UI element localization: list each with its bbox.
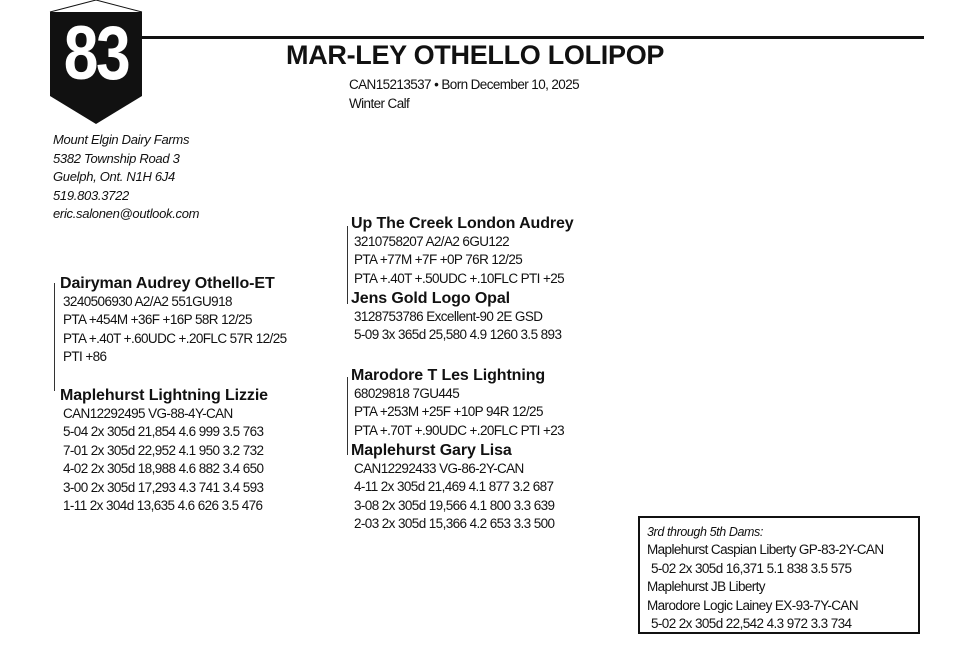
animal-id-birth: CAN15213537 • Born December 10, 2025: [349, 77, 580, 92]
dam-record: 7-01 2x 305d 22,952 4.1 950 3.2 732: [63, 442, 264, 458]
consignor-email: eric.salonen@outlook.com: [53, 206, 200, 221]
consignor-city: Guelph, Ont. N1H 6J4: [53, 169, 175, 184]
sire-name: Dairyman Audrey Othello-ET: [60, 275, 275, 292]
dam-record: 5-04 2x 305d 21,854 4.6 999 3.5 763: [63, 424, 264, 440]
dam-record: 3-00 2x 305d 17,293 4.3 741 3.4 593: [63, 479, 264, 495]
lot-number: 83: [63, 11, 129, 96]
dam-dam-record: 2-03 2x 305d 15,366 4.2 653 3.3 500: [354, 516, 555, 532]
sire-dam-line: 3128753786 Excellent-90 2E GSD: [354, 309, 543, 324]
dam-line: CAN12292495 VG-88-4Y-CAN: [63, 406, 233, 421]
third-dam-record: 5-02 2x 305d 16,371 5.1 838 3.5 575: [651, 560, 852, 576]
sire-line: 3240506930 A2/A2 551GU918: [63, 294, 232, 309]
fifth-dam-name: Marodore Logic Lainey EX-93-7Y-CAN: [647, 597, 858, 613]
sire-line: PTA +.40T +.60UDC +.20FLC 57R 12/25: [63, 330, 287, 346]
dam-sire-line: 68029818 7GU445: [354, 386, 460, 401]
animal-name: MAR-LEY OTHELLO LOLIPOP: [286, 40, 665, 70]
sire-sire-line: PTA +77M +7F +0P 76R 12/25: [354, 252, 523, 268]
dam-dam-record: 4-11 2x 305d 21,469 4.1 877 3.2 687: [354, 479, 554, 495]
consignor-address: 5382 Township Road 3: [53, 150, 180, 166]
sire-sire-line: 3210758207 A2/A2 6GU122: [354, 234, 510, 249]
dam-sire-name: Marodore T Les Lightning: [351, 367, 546, 384]
sire-bracket: [347, 226, 348, 304]
dam-record: 4-02 2x 305d 18,988 4.6 882 3.4 650: [63, 461, 264, 477]
dam-record: 1-11 2x 304d 13,635 4.6 626 3.5 476: [63, 498, 263, 514]
dam-sire-line: PTA +253M +25F +10P 94R 12/25: [354, 404, 543, 420]
dam-dam-record: 3-08 2x 305d 19,566 4.1 800 3.3 639: [354, 497, 555, 513]
sire-block: [60, 274, 287, 367]
sire-sire-name: Up The Creek London Audrey: [351, 215, 574, 232]
dam-sire-block: [351, 366, 564, 440]
dam-sire-line: PTA +.70T +.90UDC +.20FLC PTI +23: [354, 422, 565, 438]
consignor-info: [53, 131, 199, 224]
third-dam-name: Maplehurst Caspian Liberty GP-83-2Y-CAN: [647, 542, 884, 557]
dam-bracket: [347, 377, 348, 455]
sire-line: PTA +454M +36F +16P 58R 12/25: [63, 312, 252, 328]
dam-dam-name: Maplehurst Gary Lisa: [351, 442, 512, 459]
sire-line: PTI +86: [63, 349, 107, 365]
dam-name: Maplehurst Lightning Lizzie: [60, 387, 268, 404]
consignor-phone: 519.803.3722: [53, 187, 129, 203]
sire-dam-bracket: [54, 283, 55, 391]
fifth-dam-record: 5-02 2x 305d 22,542 4.3 972 3.3 734: [651, 616, 852, 631]
dam-block: [60, 386, 268, 515]
header-rule: [140, 36, 924, 39]
sire-dam-block: [351, 289, 561, 345]
sire-sire-block: [351, 214, 574, 288]
deeper-dams-header: 3rd through 5th Dams:: [647, 525, 763, 539]
sire-dam-record: 5-09 3x 365d 25,580 4.9 1260 3.5 893: [354, 327, 562, 343]
dam-dam-block: [351, 441, 554, 534]
consignor-farm: Mount Elgin Dairy Farms: [53, 132, 190, 147]
sire-dam-name: Jens Gold Logo Opal: [351, 290, 510, 307]
animal-class: Winter Calf: [349, 96, 410, 111]
deeper-dams-box: [638, 516, 920, 634]
fourth-dam-name: Maplehurst JB Liberty: [647, 579, 765, 594]
dam-dam-line: CAN12292433 VG-86-2Y-CAN: [354, 461, 524, 476]
sire-sire-line: PTA +.40T +.50UDC +.10FLC PTI +25: [354, 270, 565, 286]
